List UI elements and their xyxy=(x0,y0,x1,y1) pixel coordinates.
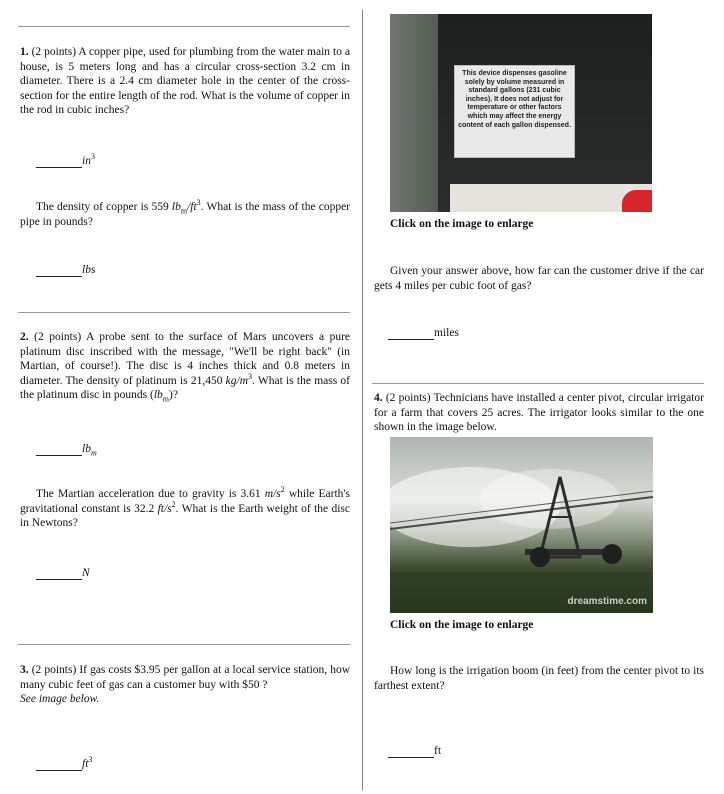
q2-answer2-input[interactable] xyxy=(36,568,82,580)
q2-body-b: . What is the mass of the platinum disc in pounds ( xyxy=(20,374,351,401)
q2-answer2-unit: N xyxy=(82,567,90,579)
q1-text2-sub: m xyxy=(180,206,188,216)
q2-answer1 xyxy=(36,442,97,457)
q2-body-paren-sub: m xyxy=(162,394,170,404)
q2-body-paren-unit: lb xyxy=(153,389,163,401)
q2-answer2 xyxy=(36,566,90,581)
q3-text xyxy=(20,663,350,707)
q4-image-caption[interactable]: Click on the image to enlarge xyxy=(390,619,534,631)
q4-body: (2 points) Technicians have installed a center pivot, circular irrigator for a farm that covers 25 acres. The irrigator looks similar to the one shown in the image below. xyxy=(374,392,704,433)
q1-answer2-input[interactable] xyxy=(36,265,82,277)
q1-text2 xyxy=(20,200,350,229)
q2-text2 xyxy=(20,487,350,531)
q3-answer1-unit: ft xyxy=(82,758,89,770)
q1-answer1-unit: in xyxy=(82,155,91,167)
q3-text2-body: Given your answer above, how far can the customer drive if the car gets 4 miles per cubic foot of gas? xyxy=(374,265,704,292)
pump-sign xyxy=(454,65,575,158)
q1-answer1-input[interactable] xyxy=(36,156,82,168)
q3-number: 3. xyxy=(20,664,29,676)
q4-number: 4. xyxy=(374,392,383,404)
q2-text xyxy=(20,330,350,403)
q4-text2 xyxy=(374,664,704,693)
divider-q1-q2 xyxy=(18,312,350,313)
q2-body-exp: 3 xyxy=(248,371,253,381)
q3-body: (2 points) If gas costs $3.95 per gallon at a local service station, how many cubic feet of gas can a customer buy with $50 ? xyxy=(20,664,351,691)
q3-answer2 xyxy=(388,326,459,341)
photo-watermark: dreamstime.com xyxy=(567,595,647,607)
q2-answer1-sub: m xyxy=(90,448,97,458)
q4-answer1 xyxy=(388,744,441,759)
q1-text2-per: /ft xyxy=(187,201,197,213)
q4-answer1-unit: ft xyxy=(434,745,442,757)
q1-text2-unit: lb xyxy=(171,201,181,213)
column-divider xyxy=(362,10,363,790)
q3-answer2-unit: miles xyxy=(434,327,459,339)
q2-answer1-input[interactable] xyxy=(36,444,82,456)
q2-body-c: )? xyxy=(169,389,178,401)
pump-sign-text: This device dispenses gasoline solely by volume measured in standard gallons (231 cubic inches). It does not adjust for temperature or other factors which may affect the energy content of each gallon dispensed. xyxy=(458,70,571,129)
q3-answer1-input[interactable] xyxy=(36,759,82,771)
irrigator-drawing xyxy=(390,437,653,613)
q2-text2-u1: m/s xyxy=(264,488,281,500)
q2-body-a: (2 points) A probe sent to the surface of Mars uncovers a pure platinum disc inscribed with the message, "We'll be right back" (in Martian, of course!). The disc is 4 inches thick and 0.8 meters in diameter. The density of platinum is 21,450 xyxy=(20,331,350,387)
q3-answer2-input[interactable] xyxy=(388,328,434,340)
q2-text2-e2: 2 xyxy=(171,499,176,509)
q2-text2-c: . What is the Earth weight of the disc in Newtons? xyxy=(20,502,350,529)
q2-text2-e1: 2 xyxy=(280,485,285,495)
q3-see-image: See image below. xyxy=(20,693,100,705)
q1-answer2 xyxy=(36,263,95,278)
q2-number: 2. xyxy=(20,331,29,343)
divider-q3-q4 xyxy=(372,383,704,384)
q3-answer1-exp: 3 xyxy=(88,755,93,765)
q1-answer1-exp: 3 xyxy=(90,152,95,162)
divider-q2-q3 xyxy=(18,644,350,645)
pump-red-stripe xyxy=(622,190,652,212)
q1-body: (2 points) A copper pipe, used for plumbing from the water main to a house, is 5 meters long and has a circular cross-section 3.2 cm in diameter. There is a 2.4 cm diameter hole in the center of the cross-section for the entire length of the rod. What is the volume of copper in the rod in cubic inches? xyxy=(20,46,350,116)
q4-answer1-input[interactable] xyxy=(388,746,434,758)
q2-text2-a: The Martian acceleration due to gravity is 3.61 xyxy=(36,488,265,500)
q3-text2 xyxy=(374,264,704,293)
q2-body-unit: kg/m xyxy=(225,374,249,387)
q1-text xyxy=(20,45,350,118)
gas-pump-photo[interactable] xyxy=(390,14,652,212)
q1-answer2-unit: lbs xyxy=(82,264,96,276)
q1-text2-exp: 3 xyxy=(196,198,201,208)
q2-text2-b: while Earth's gravitational constant is 32.2 xyxy=(20,488,350,515)
q3-image-caption[interactable]: Click on the image to enlarge xyxy=(390,218,534,230)
q4-text xyxy=(374,391,704,435)
q1-answer1 xyxy=(36,154,95,169)
divider-top-left xyxy=(18,26,350,27)
irrigator-photo[interactable] xyxy=(390,437,653,613)
q3-answer1 xyxy=(36,757,92,772)
q2-answer1-unit: lb xyxy=(82,443,91,455)
q1-number: 1. xyxy=(20,46,29,58)
q2-text2-u2: ft/s xyxy=(157,502,172,515)
q4-text2-body: How long is the irrigation boom (in feet) from the center pivot to its farthest extent? xyxy=(374,665,704,692)
q1-text2-a: The density of copper is 559 xyxy=(36,201,172,213)
q1-text2-c: . What is the mass of the copper pipe in pounds? xyxy=(20,201,350,228)
